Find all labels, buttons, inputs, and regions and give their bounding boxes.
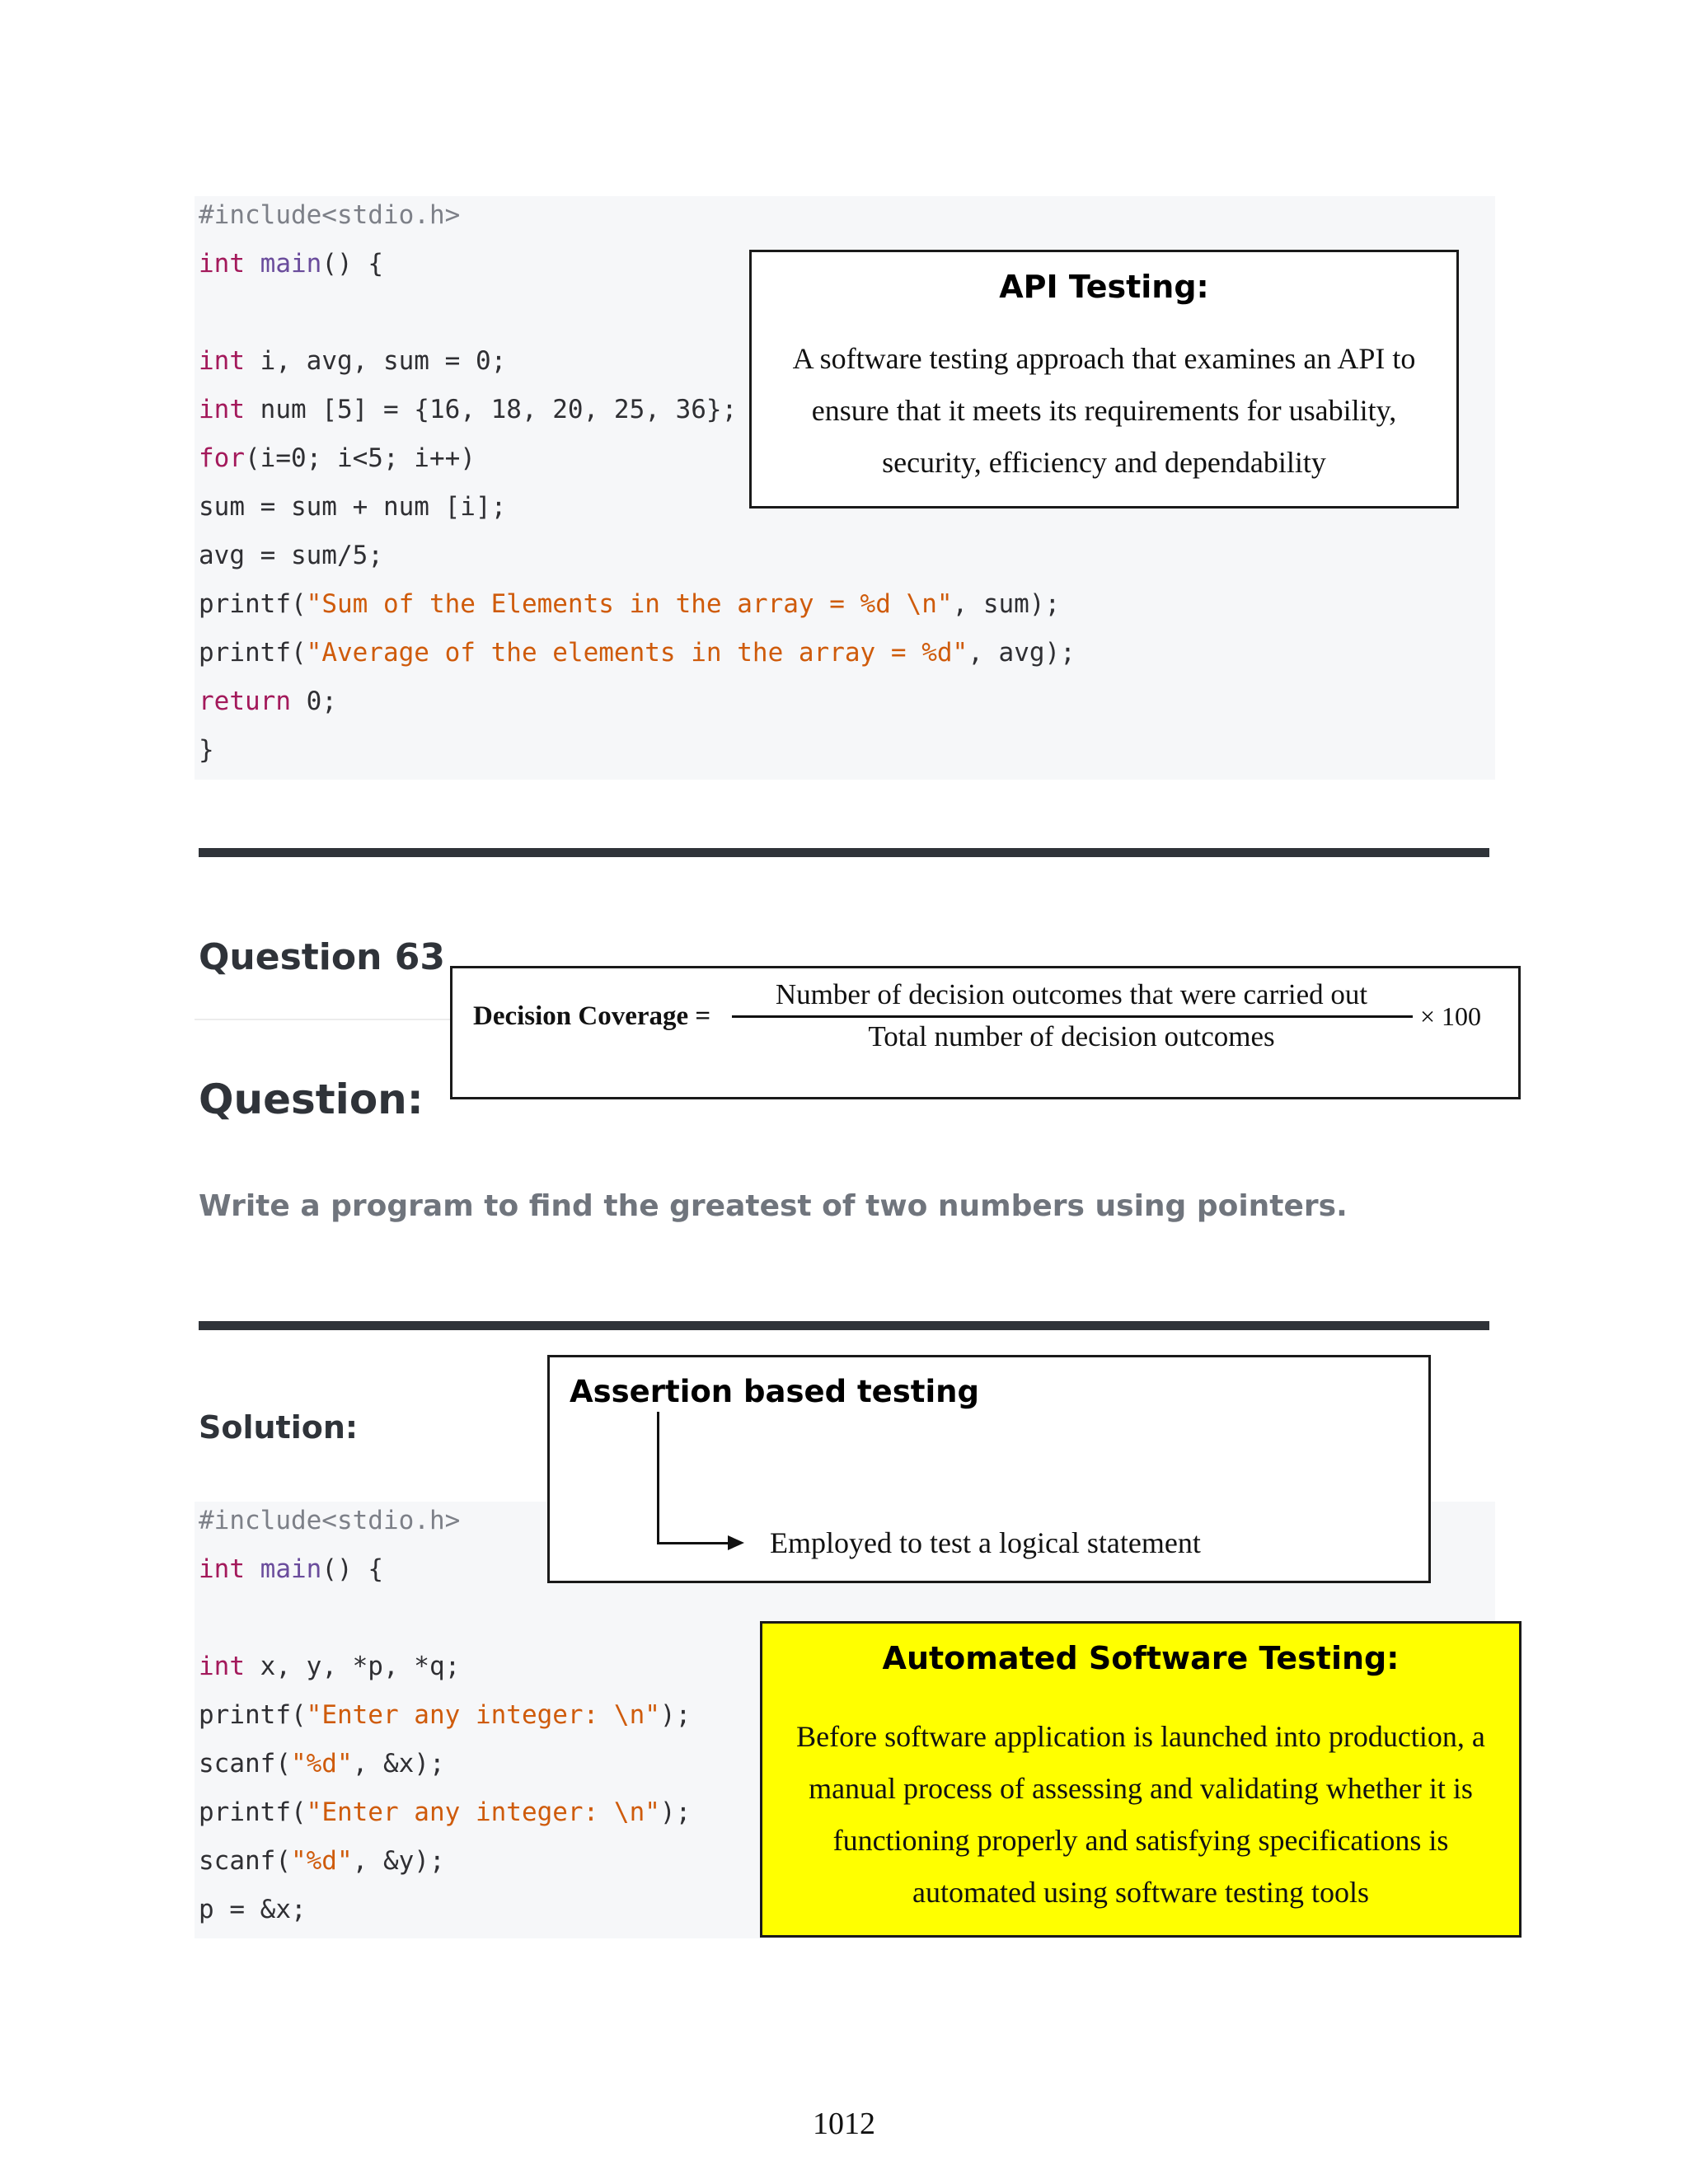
code-line — [199, 726, 1076, 775]
code-line — [199, 1740, 691, 1788]
code-line — [199, 1837, 691, 1886]
code-token: () { — [321, 249, 383, 279]
code-token: num [5] = {16, 18, 20, 25, 36}; — [245, 395, 738, 424]
automated-testing-line: functioning properly and satisfying specifications is — [832, 1824, 1449, 1857]
decision-coverage-formula-box — [450, 966, 1521, 1099]
assertion-testing-description: Employed to test a logical statement — [770, 1526, 1201, 1559]
section-divider-rule — [199, 1321, 1489, 1330]
question-text: Write a program to find the greatest of two numbers using pointers. — [199, 1189, 1348, 1223]
automated-testing-box — [760, 1621, 1522, 1938]
section-divider-rule — [199, 848, 1489, 857]
code-line — [199, 580, 1076, 629]
code-token: int — [199, 395, 245, 424]
code-line — [199, 1643, 691, 1691]
code-token: "Average of the elements in the array = %d" — [306, 638, 968, 668]
code-token: printf( — [199, 1700, 307, 1730]
code-token: "%d" — [290, 1749, 353, 1779]
code-token: printf( — [199, 589, 307, 619]
code-token: "%d" — [290, 1846, 353, 1876]
code-token: int — [199, 1652, 245, 1681]
code-line — [199, 1788, 691, 1837]
code-token: 0; — [290, 687, 337, 716]
code-token: ); — [659, 1700, 692, 1730]
code-token: (i=0; i<5; i++) — [245, 443, 476, 473]
formula-label: Decision Coverage = — [473, 1001, 711, 1031]
automated-testing-line: Before software application is launched into production, a — [796, 1720, 1485, 1753]
code-token: avg = sum/5; — [199, 541, 383, 570]
code-token: , avg); — [968, 638, 1076, 668]
heading-underline — [195, 1019, 450, 1020]
automated-testing-line: automated using software testing tools — [912, 1876, 1369, 1909]
formula-denominator: Total number of decision outcomes — [868, 1020, 1275, 1052]
code-token: () { — [321, 1554, 383, 1584]
code-token: "Enter any integer: \n" — [306, 1700, 660, 1730]
code-token: i, avg, sum = 0; — [245, 346, 507, 376]
code-token: } — [199, 735, 214, 765]
api-testing-title: API Testing: — [999, 269, 1209, 305]
code-token: main — [260, 249, 322, 279]
question-heading: Question: — [199, 1076, 424, 1123]
code-token: sum = sum + num [i]; — [199, 492, 507, 522]
code-token: int — [199, 346, 245, 376]
code-token — [245, 1554, 260, 1584]
automated-testing-title: Automated Software Testing: — [882, 1640, 1400, 1676]
code-token: return — [199, 687, 291, 716]
automated-testing-description — [762, 1711, 1519, 1919]
api-testing-line: ensure that it meets its requirements for usability, — [811, 394, 1397, 427]
assertion-testing-box — [547, 1355, 1431, 1583]
page-number: 1012 — [813, 2107, 875, 2141]
connector-horizontal-line — [657, 1542, 731, 1544]
code-line — [199, 532, 1076, 580]
connector-vertical-line — [657, 1412, 659, 1544]
code-token: p = &x; — [199, 1895, 307, 1924]
code-token: "Sum of the Elements in the array = %d \n" — [306, 589, 953, 619]
code-token: ); — [659, 1797, 692, 1827]
api-testing-line: A software testing approach that examines an API to — [792, 342, 1416, 375]
code-line — [199, 677, 1076, 726]
code-token: scanf( — [199, 1749, 291, 1779]
code-token: #include<stdio.h> — [199, 1506, 461, 1535]
code-token: printf( — [199, 638, 307, 668]
code-token: printf( — [199, 1797, 307, 1827]
code-token: for — [199, 443, 245, 473]
code-token: "Enter any integer: \n" — [306, 1797, 660, 1827]
api-testing-line: security, efficiency and dependability — [882, 446, 1326, 479]
code-line — [199, 191, 1076, 240]
code-token: scanf( — [199, 1846, 291, 1876]
formula-numerator: Number of decision outcomes that were carried out — [775, 978, 1368, 1010]
formula-multiplier: × 100 — [1420, 1001, 1482, 1031]
code-token: , &x); — [352, 1749, 445, 1779]
code-token: main — [260, 1554, 322, 1584]
solution-heading: Solution: — [199, 1409, 359, 1446]
question-number-heading: Question 63 — [199, 936, 445, 978]
fraction-bar — [732, 1015, 1413, 1018]
arrow-head-icon — [728, 1535, 744, 1550]
code-token: #include<stdio.h> — [199, 200, 461, 230]
api-testing-box — [749, 250, 1459, 509]
code-token: int — [199, 1554, 245, 1584]
code-token: x, y, *p, *q; — [245, 1652, 461, 1681]
code-line — [199, 1886, 691, 1934]
api-testing-description — [752, 333, 1456, 489]
assertion-testing-title: Assertion based testing — [570, 1374, 979, 1409]
automated-testing-line: manual process of assessing and validating whether it is — [809, 1772, 1473, 1805]
code-token — [245, 249, 260, 279]
code-token: , sum); — [952, 589, 1061, 619]
code-line — [199, 629, 1076, 677]
code-line — [199, 1691, 691, 1740]
code-line — [199, 1594, 691, 1643]
code-token: int — [199, 249, 245, 279]
code-token: , &y); — [352, 1846, 445, 1876]
